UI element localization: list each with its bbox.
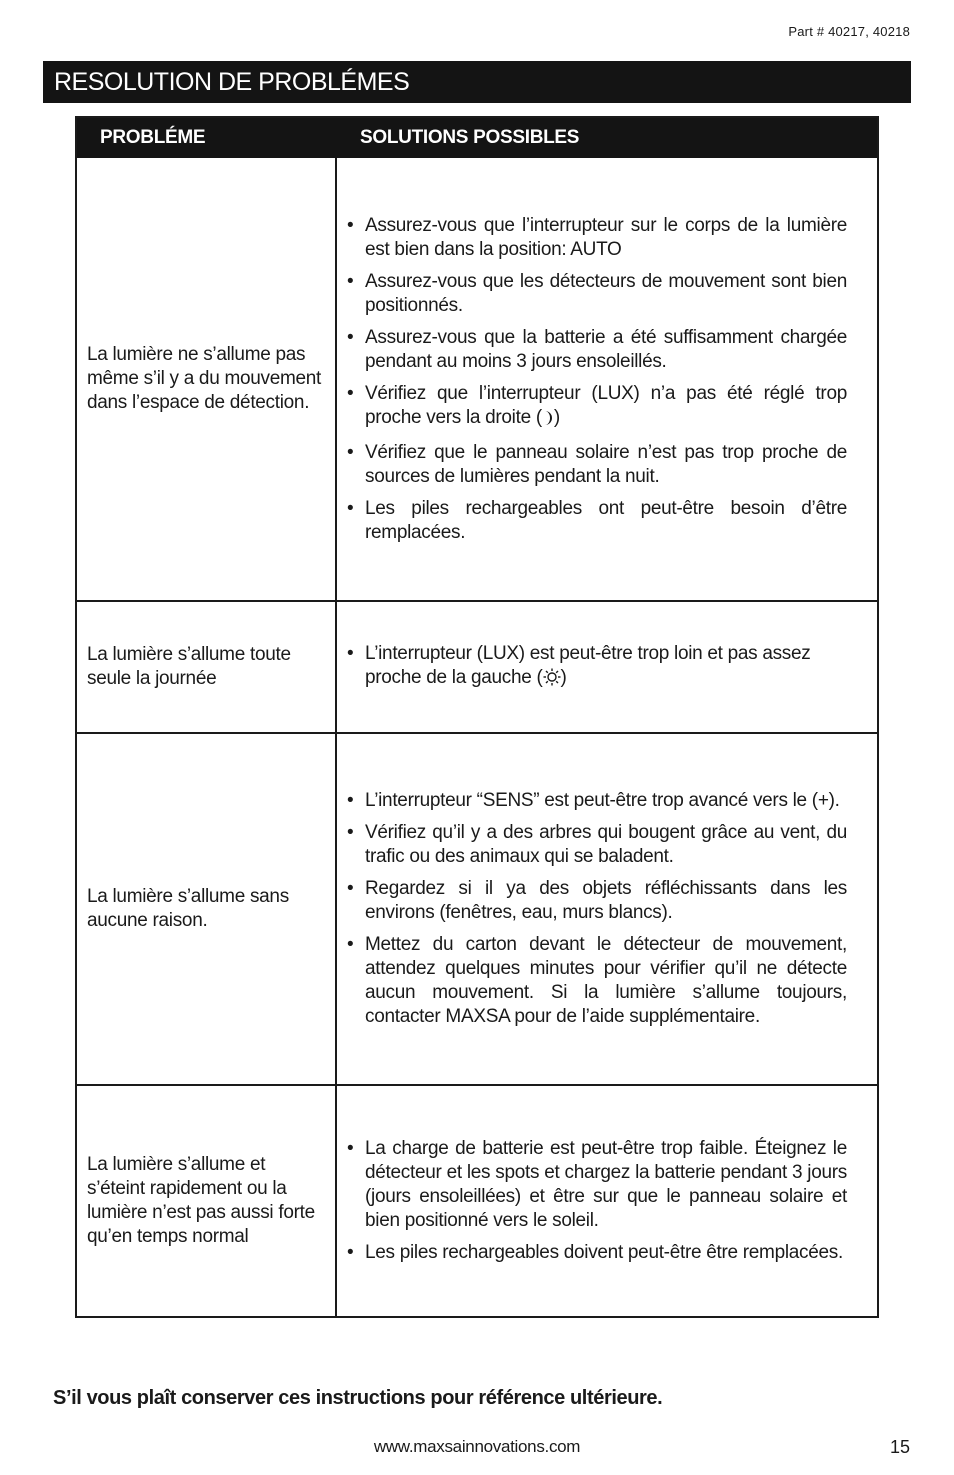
part-number: Part # 40217, 40218 <box>788 24 910 39</box>
section-title: RESOLUTION DE PROBLÉMES <box>54 68 410 96</box>
solution-item: • L’interrupteur “SENS” est peut-être trop avancé vers le (+). <box>347 789 847 813</box>
solution-item: • Les piles rechargeables doivent peut-être être remplacées. <box>347 1241 847 1265</box>
solution-text: L’interrupteur (LUX) est peut-être trop loin et pas assez proche de la gauche ( <box>365 642 811 688</box>
problem-cell <box>77 602 337 732</box>
problem-text: La lumière s’allume toute seule la journée <box>87 644 291 689</box>
solutions-list <box>347 1137 847 1265</box>
solutions-cell <box>337 602 877 732</box>
solution-item <box>347 642 847 693</box>
footer-note: S’il vous plaît conserver ces instructions pour référence ultérieure. <box>53 1387 663 1409</box>
icon-suffix: ) <box>553 406 560 428</box>
solution-item: • Vérifiez que le panneau solaire n’est pas trop proche de sources de lumières pendant la nuit. <box>347 441 847 489</box>
page-number: 15 <box>889 1437 910 1457</box>
table-row <box>77 1084 877 1316</box>
problem-cell <box>77 1086 337 1316</box>
solutions-cell <box>337 734 877 1084</box>
solutions-list <box>347 789 847 1029</box>
problem-text: La lumière s’allume sans aucune raison. <box>87 886 289 931</box>
solutions-list <box>347 642 847 693</box>
solution-item: • Regardez si il ya des objets réfléchissants dans les environs (fenêtres, eau, murs blancs). <box>347 877 847 925</box>
solution-item: • Assurez-vous que les détecteurs de mouvement sont bien positionnés. <box>347 270 847 318</box>
solutions-cell <box>337 1086 877 1316</box>
website-url <box>0 1437 954 1457</box>
section-banner <box>43 61 911 103</box>
problem-text: La lumière ne s’allume pas même s’il y a du mouvement dans l’espace de détection. <box>87 344 322 413</box>
problem-cell <box>77 158 337 600</box>
problem-cell <box>77 734 337 1084</box>
solution-item: • Assurez-vous que la batterie a été suffisamment chargée pendant au moins 3 jours ensoleillés. <box>347 326 847 374</box>
troubleshooting-table <box>75 116 879 1318</box>
solutions-list <box>347 214 847 545</box>
solution-item: • Les piles rechargeables ont peut-être besoin d’être remplacées. <box>347 497 847 545</box>
solution-item <box>347 382 847 433</box>
table-row <box>77 600 877 732</box>
solution-item: • Vérifiez qu’il y a des arbres qui bougent grâce au vent, du trafic ou des animaux qui se baladent. <box>347 821 847 869</box>
icon-suffix: ) <box>560 666 567 688</box>
moon-icon <box>542 409 554 433</box>
header-solutions: SOLUTIONS POSSIBLES <box>360 127 580 148</box>
solutions-cell <box>337 158 877 600</box>
table-row <box>77 158 877 600</box>
table-row <box>77 732 877 1084</box>
sun-icon <box>543 668 561 693</box>
table-header <box>77 118 877 158</box>
header-problem: PROBLÉME <box>100 127 206 148</box>
solution-item: • La charge de batterie est peut-être trop faible. Éteignez le détecteur et les spots et chargez la batterie pendant 3 jours (jours ensoleillées) et être sur que le panneau solaire et bien positionné vers le soleil. <box>347 1137 847 1233</box>
solution-item: • Mettez du carton devant le détecteur de mouvement, attendez quelques minutes pour vérifier qu’il ne détecte aucun mouvement. Si la lumière s’allume toujours, contacter MAXSA pour de l’aide supplémentaire. <box>347 933 847 1029</box>
website-text: www.maxsainnovations.com <box>373 1437 581 1456</box>
solution-text: Vérifiez que l’interrupteur (LUX) n’a pas été réglé trop proche vers la droite ( <box>365 382 847 428</box>
solution-item: • Assurez-vous que l’interrupteur sur le corps de la lumière est bien dans la position: AUTO <box>347 214 847 262</box>
problem-text: La lumière s’allume et s’éteint rapidement ou la lumière n’est pas aussi forte qu’en temps normal <box>87 1154 315 1247</box>
